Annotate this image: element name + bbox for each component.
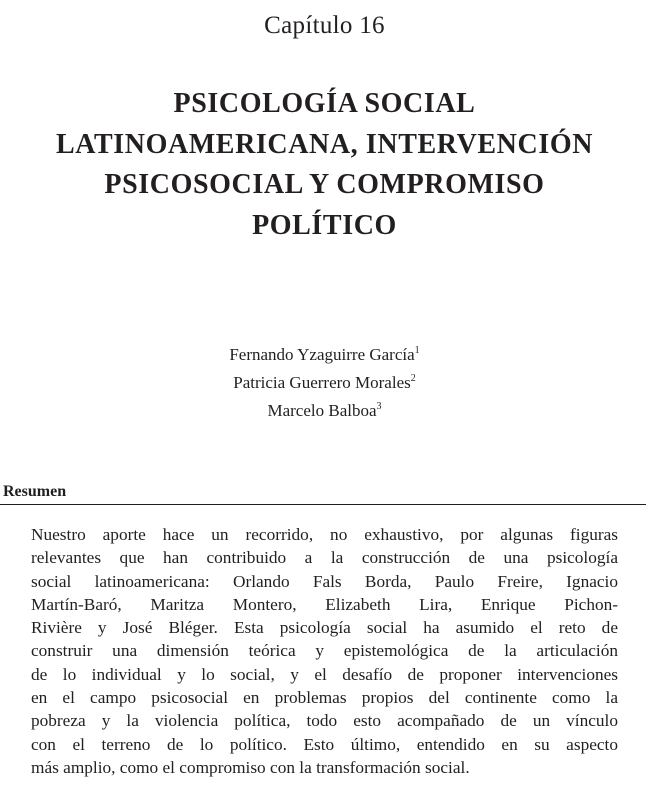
author-list — [0, 341, 649, 425]
abstract-line: Martín-Baró, Maritza Montero, Elizabeth Lira, Enrique Pichon- — [31, 594, 618, 614]
abstract-text — [31, 523, 618, 779]
chapter-label: Capítulo 16 — [264, 12, 385, 39]
author — [0, 397, 649, 425]
author — [0, 341, 649, 369]
abstract-line: relevantes que han contribuido a la construcción de una psicología — [31, 548, 618, 568]
chapter-title — [0, 84, 649, 246]
abstract-line: con el terreno de lo político. Esto último, entendido en su aspecto — [31, 734, 618, 754]
footnote-marker: 3 — [376, 401, 382, 412]
abstract-line: en el campo psicosocial en problemas propios del continente como la — [31, 688, 618, 708]
title-line: PSICOLOGÍA SOCIAL — [173, 88, 476, 119]
author — [0, 369, 649, 397]
title-line: LATINOAMERICANA, INTERVENCIÓN — [55, 128, 594, 160]
abstract-line: más amplio, como el compromiso con la transformación social. — [31, 757, 470, 777]
abstract-line: social latinoamericana: Orlando Fals Borda, Paulo Freire, Ignacio — [31, 571, 618, 591]
footnote-marker: 2 — [410, 373, 416, 384]
footnote-marker: 1 — [414, 345, 420, 356]
abstract-line: Nuestro aporte hace un recorrido, no exhaustivo, por algunas figuras — [31, 525, 618, 544]
abstract-line: pobreza y la violencia política, todo esto acompañado de un vínculo — [31, 711, 618, 731]
author-name: Fernando Yzaguirre García — [229, 345, 415, 364]
title-line: PSICOSOCIAL Y COMPROMISO — [104, 169, 545, 200]
section-divider — [0, 504, 646, 505]
author-name: Patricia Guerrero Morales — [233, 373, 411, 392]
abstract-line: construir una dimensión teórica y epistemológica de la articulación — [31, 641, 618, 661]
title-line: POLÍTICO — [252, 209, 397, 241]
abstract-line: Rivière y José Bléger. Esta psicología social ha asumido el reto de — [31, 618, 618, 638]
abstract-heading: Resumen — [3, 483, 67, 500]
abstract-line: de lo individual y lo social, y el desafío de proponer intervenciones — [31, 664, 618, 684]
author-name: Marcelo Balboa — [267, 401, 377, 420]
